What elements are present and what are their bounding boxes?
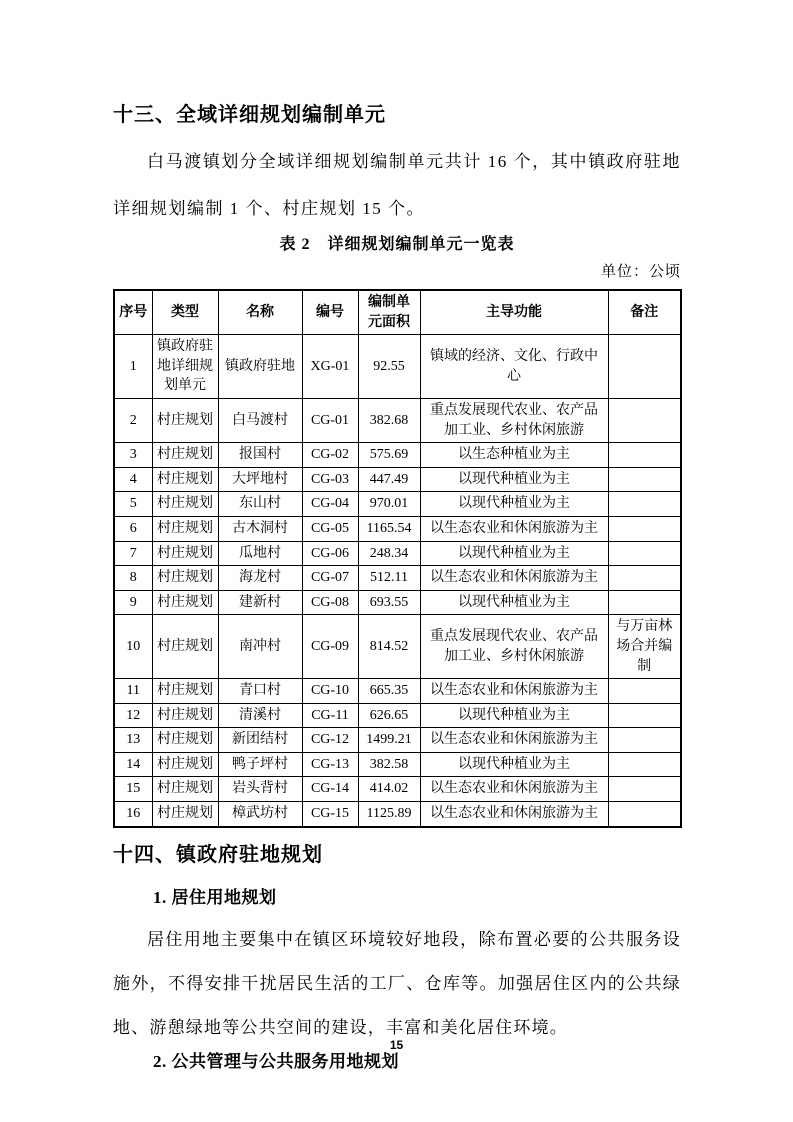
cell-function: 以现代种植业为主 [420, 541, 608, 566]
cell-seq: 12 [114, 703, 152, 728]
cell-name: 镇政府驻地 [218, 335, 302, 399]
cell-remark [608, 752, 681, 777]
cell-area: 414.02 [358, 777, 420, 802]
cell-function: 重点发展现代农业、农产品加工业、乡村休闲旅游 [420, 398, 608, 442]
cell-type: 村庄规划 [152, 752, 218, 777]
cell-function: 以生态农业和休闲旅游为主 [420, 802, 608, 827]
col-header-seq: 序号 [114, 290, 152, 335]
cell-type: 村庄规划 [152, 398, 218, 442]
cell-type: 村庄规划 [152, 516, 218, 541]
cell-type: 村庄规划 [152, 728, 218, 753]
cell-code: XG-01 [302, 335, 358, 399]
table-row [114, 703, 681, 728]
cell-seq: 9 [114, 590, 152, 615]
unit-note: 单位：公顷 [600, 264, 681, 280]
page-number: 15 [389, 1038, 404, 1052]
cell-function: 以生态种植业为主 [420, 443, 608, 468]
table-row [114, 566, 681, 591]
cell-function: 以生态农业和休闲旅游为主 [420, 516, 608, 541]
cell-code: CG-09 [302, 615, 358, 679]
section13-paragraph: 白马渡镇划分全域详细规划编制单元共计 16 个，其中镇政府驻地详细规划编制 1 个、村庄规划 15 个。 [113, 152, 681, 218]
cell-type: 村庄规划 [152, 492, 218, 517]
cell-function: 以生态农业和休闲旅游为主 [420, 566, 608, 591]
cell-code: CG-15 [302, 802, 358, 827]
cell-remark [608, 802, 681, 827]
table-row [114, 590, 681, 615]
cell-area: 1499.21 [358, 728, 420, 753]
cell-type: 村庄规划 [152, 467, 218, 492]
cell-name: 海龙村 [218, 566, 302, 591]
cell-seq: 15 [114, 777, 152, 802]
cell-seq: 1 [114, 335, 152, 399]
cell-type: 村庄规划 [152, 566, 218, 591]
cell-function: 以现代种植业为主 [420, 492, 608, 517]
cell-code: CG-10 [302, 679, 358, 704]
cell-seq: 14 [114, 752, 152, 777]
cell-remark [608, 492, 681, 517]
cell-name: 白马渡村 [218, 398, 302, 442]
col-header-area: 编制单元面积 [358, 290, 420, 335]
table-row [114, 335, 681, 399]
cell-area: 575.69 [358, 443, 420, 468]
table-row [114, 398, 681, 442]
col-header-type: 类型 [152, 290, 218, 335]
cell-remark [608, 335, 681, 399]
cell-type: 村庄规划 [152, 679, 218, 704]
cell-type: 村庄规划 [152, 802, 218, 827]
col-header-name: 名称 [218, 290, 302, 335]
cell-code: CG-12 [302, 728, 358, 753]
cell-function: 以生态农业和休闲旅游为主 [420, 728, 608, 753]
col-header-function: 主导功能 [420, 290, 608, 335]
cell-seq: 4 [114, 467, 152, 492]
cell-code: CG-04 [302, 492, 358, 517]
cell-remark [608, 541, 681, 566]
cell-name: 报国村 [218, 443, 302, 468]
cell-name: 岩头背村 [218, 777, 302, 802]
cell-seq: 16 [114, 802, 152, 827]
cell-code: CG-07 [302, 566, 358, 591]
table-row [114, 615, 681, 679]
cell-remark: 与万亩林场合并编制 [608, 615, 681, 679]
section14-heading: 十四、镇政府驻地规划 [113, 843, 323, 866]
table-row [114, 679, 681, 704]
cell-type: 村庄规划 [152, 615, 218, 679]
table-row [114, 728, 681, 753]
cell-code: CG-13 [302, 752, 358, 777]
cell-function: 以现代种植业为主 [420, 752, 608, 777]
cell-remark [608, 443, 681, 468]
cell-remark [608, 566, 681, 591]
cell-seq: 8 [114, 566, 152, 591]
cell-name: 瓜地村 [218, 541, 302, 566]
cell-name: 建新村 [218, 590, 302, 615]
cell-area: 92.55 [358, 335, 420, 399]
cell-remark [608, 467, 681, 492]
section13-heading: 十三、全域详细规划编制单元 [113, 104, 386, 126]
cell-seq: 2 [114, 398, 152, 442]
cell-code: CG-05 [302, 516, 358, 541]
table-row [114, 802, 681, 827]
subsection1-paragraph: 居住用地主要集中在镇区环境较好地段，除布置必要的公共服务设施外，不得安排干扰居民生活的工厂、仓库等。加强居住区内的公共绿地、游憩绿地等公共空间的建设，丰富和美化居住环境。 [113, 929, 681, 1037]
cell-area: 248.34 [358, 541, 420, 566]
cell-area: 814.52 [358, 615, 420, 679]
cell-seq: 11 [114, 679, 152, 704]
table-row [114, 541, 681, 566]
cell-seq: 6 [114, 516, 152, 541]
table-row [114, 443, 681, 468]
table-row [114, 467, 681, 492]
table-header-row [114, 290, 681, 335]
cell-area: 665.35 [358, 679, 420, 704]
table-row [114, 777, 681, 802]
cell-type: 村庄规划 [152, 443, 218, 468]
cell-name: 古木洞村 [218, 516, 302, 541]
col-header-remark: 备注 [608, 290, 681, 335]
cell-name: 清溪村 [218, 703, 302, 728]
table-row [114, 752, 681, 777]
cell-function: 以生态农业和休闲旅游为主 [420, 679, 608, 704]
col-header-code: 编号 [302, 290, 358, 335]
cell-type: 村庄规划 [152, 590, 218, 615]
cell-code: CG-14 [302, 777, 358, 802]
cell-code: CG-11 [302, 703, 358, 728]
table-row [114, 516, 681, 541]
cell-seq: 3 [114, 443, 152, 468]
cell-remark [608, 728, 681, 753]
cell-area: 970.01 [358, 492, 420, 517]
cell-area: 1165.54 [358, 516, 420, 541]
cell-area: 447.49 [358, 467, 420, 492]
subsection2-heading: 2. 公共管理与公共服务用地规划 [153, 1051, 399, 1071]
cell-function: 重点发展现代农业、农产品加工业、乡村休闲旅游 [420, 615, 608, 679]
cell-area: 1125.89 [358, 802, 420, 827]
cell-area: 382.68 [358, 398, 420, 442]
cell-type: 村庄规划 [152, 777, 218, 802]
cell-seq: 5 [114, 492, 152, 517]
cell-remark [608, 703, 681, 728]
cell-remark [608, 398, 681, 442]
cell-function: 以现代种植业为主 [420, 703, 608, 728]
cell-type: 镇政府驻地详细规划单元 [152, 335, 218, 399]
cell-remark [608, 679, 681, 704]
cell-function: 以生态农业和休闲旅游为主 [420, 777, 608, 802]
planning-units-table [113, 289, 682, 828]
cell-name: 大坪地村 [218, 467, 302, 492]
cell-function: 镇域的经济、文化、行政中心 [420, 335, 608, 399]
cell-seq: 7 [114, 541, 152, 566]
cell-function: 以现代种植业为主 [420, 467, 608, 492]
cell-name: 东山村 [218, 492, 302, 517]
table-row [114, 492, 681, 517]
table-caption: 表 2 详细规划编制单元一览表 [279, 236, 515, 253]
cell-type: 村庄规划 [152, 703, 218, 728]
cell-remark [608, 516, 681, 541]
cell-name: 樟武坊村 [218, 802, 302, 827]
cell-name: 鸭子坪村 [218, 752, 302, 777]
cell-area: 693.55 [358, 590, 420, 615]
cell-code: CG-03 [302, 467, 358, 492]
cell-name: 青口村 [218, 679, 302, 704]
cell-name: 新团结村 [218, 728, 302, 753]
cell-area: 382.58 [358, 752, 420, 777]
cell-seq: 13 [114, 728, 152, 753]
cell-area: 512.11 [358, 566, 420, 591]
cell-code: CG-01 [302, 398, 358, 442]
cell-type: 村庄规划 [152, 541, 218, 566]
cell-remark [608, 590, 681, 615]
cell-name: 南冲村 [218, 615, 302, 679]
cell-area: 626.65 [358, 703, 420, 728]
subsection1-heading: 1. 居住用地规划 [153, 887, 277, 907]
cell-seq: 10 [114, 615, 152, 679]
cell-remark [608, 777, 681, 802]
cell-code: CG-08 [302, 590, 358, 615]
cell-code: CG-02 [302, 443, 358, 468]
cell-function: 以现代种植业为主 [420, 590, 608, 615]
cell-code: CG-06 [302, 541, 358, 566]
